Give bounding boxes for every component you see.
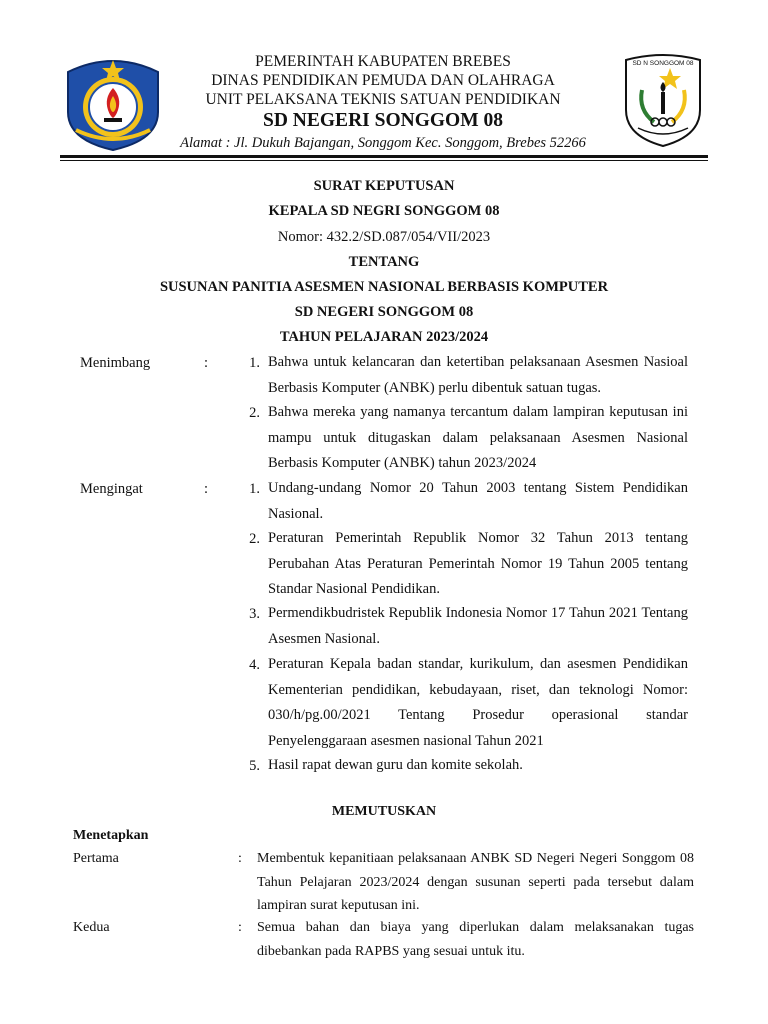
mengingat-colon: : — [204, 481, 209, 497]
menimbang-num-1: 1. — [249, 355, 260, 371]
mengingat-item-3: Permendikbudristek Republik Indonesia Nomor 17 Tahun 2021 Tentang Asesmen Nasional. — [268, 605, 688, 647]
kop-school-name: SD NEGERI SONGGOM 08 — [263, 110, 503, 131]
doc-number: Nomor: 432.2/SD.087/054/VII/2023 — [277, 229, 491, 245]
right-logo-top-text: SD N SONGGOM 08 — [632, 60, 694, 67]
doc-title: SURAT KEPUTUSAN — [313, 178, 455, 194]
decision-text-kedua: Semua bahan dan biaya yang diperlukan dalam melaksanakan tugas dibebankan pada RAPBS yang sesuai untuk itu. — [257, 920, 694, 959]
decision-colon-kedua: : — [238, 920, 242, 935]
menimbang-num-2: 2. — [249, 405, 260, 421]
mengingat-num-1: 1. — [249, 481, 260, 497]
kop-line2: DINAS PENDIDIKAN PEMUDA DAN OLAHRAGA — [211, 72, 555, 89]
kop-line1: PEMERINTAH KABUPATEN BREBES — [255, 53, 511, 70]
menimbang-item-2: Bahwa mereka yang namanya tercantum dalam lampiran keputusan ini mampu untuk ditugaskan dalam pelaksanaan Asesmen Nasional Berbasis Komputer (ANBK) tahun 2023/2024 — [268, 404, 688, 471]
header-rule-thick — [60, 155, 708, 158]
doc-school: SD NEGERI SONGGOM 08 — [294, 304, 474, 320]
memutuskan-heading: MEMUTUSKAN — [331, 804, 437, 819]
decision-text-pertama: Membentuk kepanitiaan pelaksanaan ANBK SD Negeri Negeri Songgom 08 Tahun Pelajaran 2023/2024 dengan susunan seperti pada tersebut dalam lampiran surat keputusan ini. — [257, 851, 694, 913]
kop-address: Alamat : Jl. Dukuh Bajangan, Songgom Kec. Songgom, Brebes 52266 — [180, 135, 586, 151]
mengingat-label: Mengingat — [80, 481, 143, 497]
doc-subject: SUSUNAN PANITIA ASESMEN NASIONAL BERBASIS KOMPUTER — [159, 279, 609, 295]
decision-label-pertama: Pertama — [73, 851, 119, 866]
menimbang-label: Menimbang — [80, 355, 151, 371]
menimbang-colon: : — [204, 355, 209, 371]
mengingat-item-1: Undang-undang Nomor 20 Tahun 2003 tentang Sistem Pendidikan Nasional. — [268, 480, 688, 522]
mengingat-num-2: 2. — [249, 531, 260, 547]
mengingat-num-3: 3. — [249, 606, 260, 622]
header-rule-thin — [60, 160, 708, 161]
mengingat-item-2: Peraturan Pemerintah Republik Nomor 32 Tahun 2013 tentang Perubahan Atas Peraturan Pemerintah Nomor 19 Tahun 2005 tentang Standar Nasional Pendidikan. — [268, 530, 688, 597]
doc-issuer: KEPALA SD NEGRI SONGGOM 08 — [268, 203, 500, 219]
decision-label-kedua: Kedua — [73, 920, 110, 935]
menimbang-item-1: Bahwa untuk kelancaran dan ketertiban pelaksanaan Asesmen Nasioal Berbasis Komputer (ANBK) perlu dibentuk satuan tugas. — [268, 354, 688, 396]
mengingat-num-4: 4. — [249, 657, 260, 673]
mengingat-item-4: Peraturan Kepala badan standar, kurikulum, dan asesmen Pendidikan Kementerian pendidikan, kebudayaan, riset, dan teknologi Nomor: 030/h/pg.00/2021 Tentang Prosedur operasional standar Penyelenggaraan asesmen nasional Tahun 2021 — [268, 656, 688, 749]
doc-year: TAHUN PELAJARAN 2023/2024 — [279, 329, 489, 345]
menetapkan-label: Menetapkan — [73, 828, 149, 843]
doc-tentang: TENTANG — [348, 254, 420, 270]
mengingat-item-5: Hasil rapat dewan guru dan komite sekolah. — [268, 757, 523, 773]
decision-colon-pertama: : — [238, 851, 242, 866]
mengingat-num-5: 5. — [249, 758, 260, 774]
kop-line3: UNIT PELAKSANA TEKNIS SATUAN PENDIDIKAN — [205, 91, 561, 108]
